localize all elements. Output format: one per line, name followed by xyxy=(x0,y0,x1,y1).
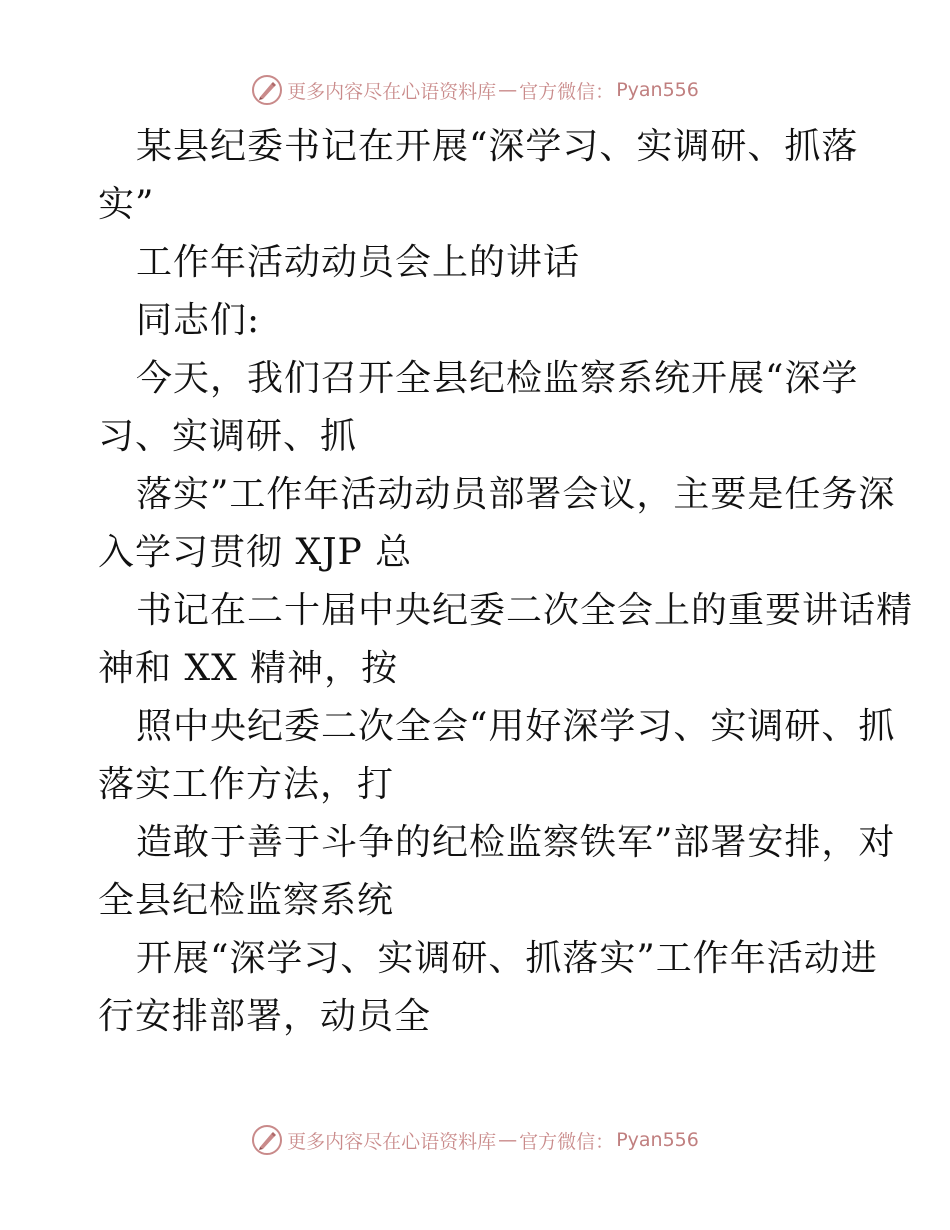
paragraph-line: 今天，我们召开全县纪检监察系统开展“深学 xyxy=(136,358,859,399)
pen-logo-icon xyxy=(251,1124,283,1156)
pen-logo-icon xyxy=(251,74,283,106)
watermark-text: 更多内容尽在心语资料库 xyxy=(287,80,497,103)
paragraph-line: 照中央纪委二次全会“用好深学习、实调研、抓 xyxy=(136,706,896,747)
paragraph-line: 落实工作方法，打 xyxy=(98,764,395,805)
watermark-label: 官方微信： xyxy=(519,1130,615,1153)
paragraph-line: 造敢于善于斗争的纪检监察铁军”部署安排，对 xyxy=(136,822,896,863)
paragraph-line: 神和 XX 精神，按 xyxy=(98,648,399,689)
paragraph-line: 开展“深学习、实调研、抓落实”工作年活动进 xyxy=(136,938,878,979)
paragraph-line: 书记在二十届中央纪委二次全会上的重要讲话精 xyxy=(136,590,914,631)
title-line-2: 实” xyxy=(98,184,155,225)
salutation: 同志们: xyxy=(136,300,261,341)
paragraph-line: 全县纪检监察系统 xyxy=(98,880,395,921)
watermark-label: 官方微信： xyxy=(519,80,615,103)
watermark-header xyxy=(0,70,950,110)
paragraph-line: 入学习贯彻 XJP 总 xyxy=(98,532,413,573)
document-body xyxy=(98,118,914,1046)
paragraph-line: 行安排部署，动员全 xyxy=(98,996,432,1037)
title-line-3: 工作年活动动员会上的讲话 xyxy=(136,242,581,283)
paragraph-line: 习、实调研、抓 xyxy=(98,416,358,457)
watermark-handle: Pyan556 xyxy=(616,79,699,101)
watermark-separator: — xyxy=(498,1129,518,1151)
watermark-handle: Pyan556 xyxy=(616,1129,699,1151)
watermark-separator: — xyxy=(498,79,518,101)
title-line-1: 某县纪委书记在开展“深学习、实调研、抓落 xyxy=(136,126,859,167)
watermark-text: 更多内容尽在心语资料库 xyxy=(287,1130,497,1153)
paragraph-line: 落实”工作年活动动员部署会议，主要是任务深 xyxy=(136,474,896,515)
watermark-footer xyxy=(0,1120,950,1160)
